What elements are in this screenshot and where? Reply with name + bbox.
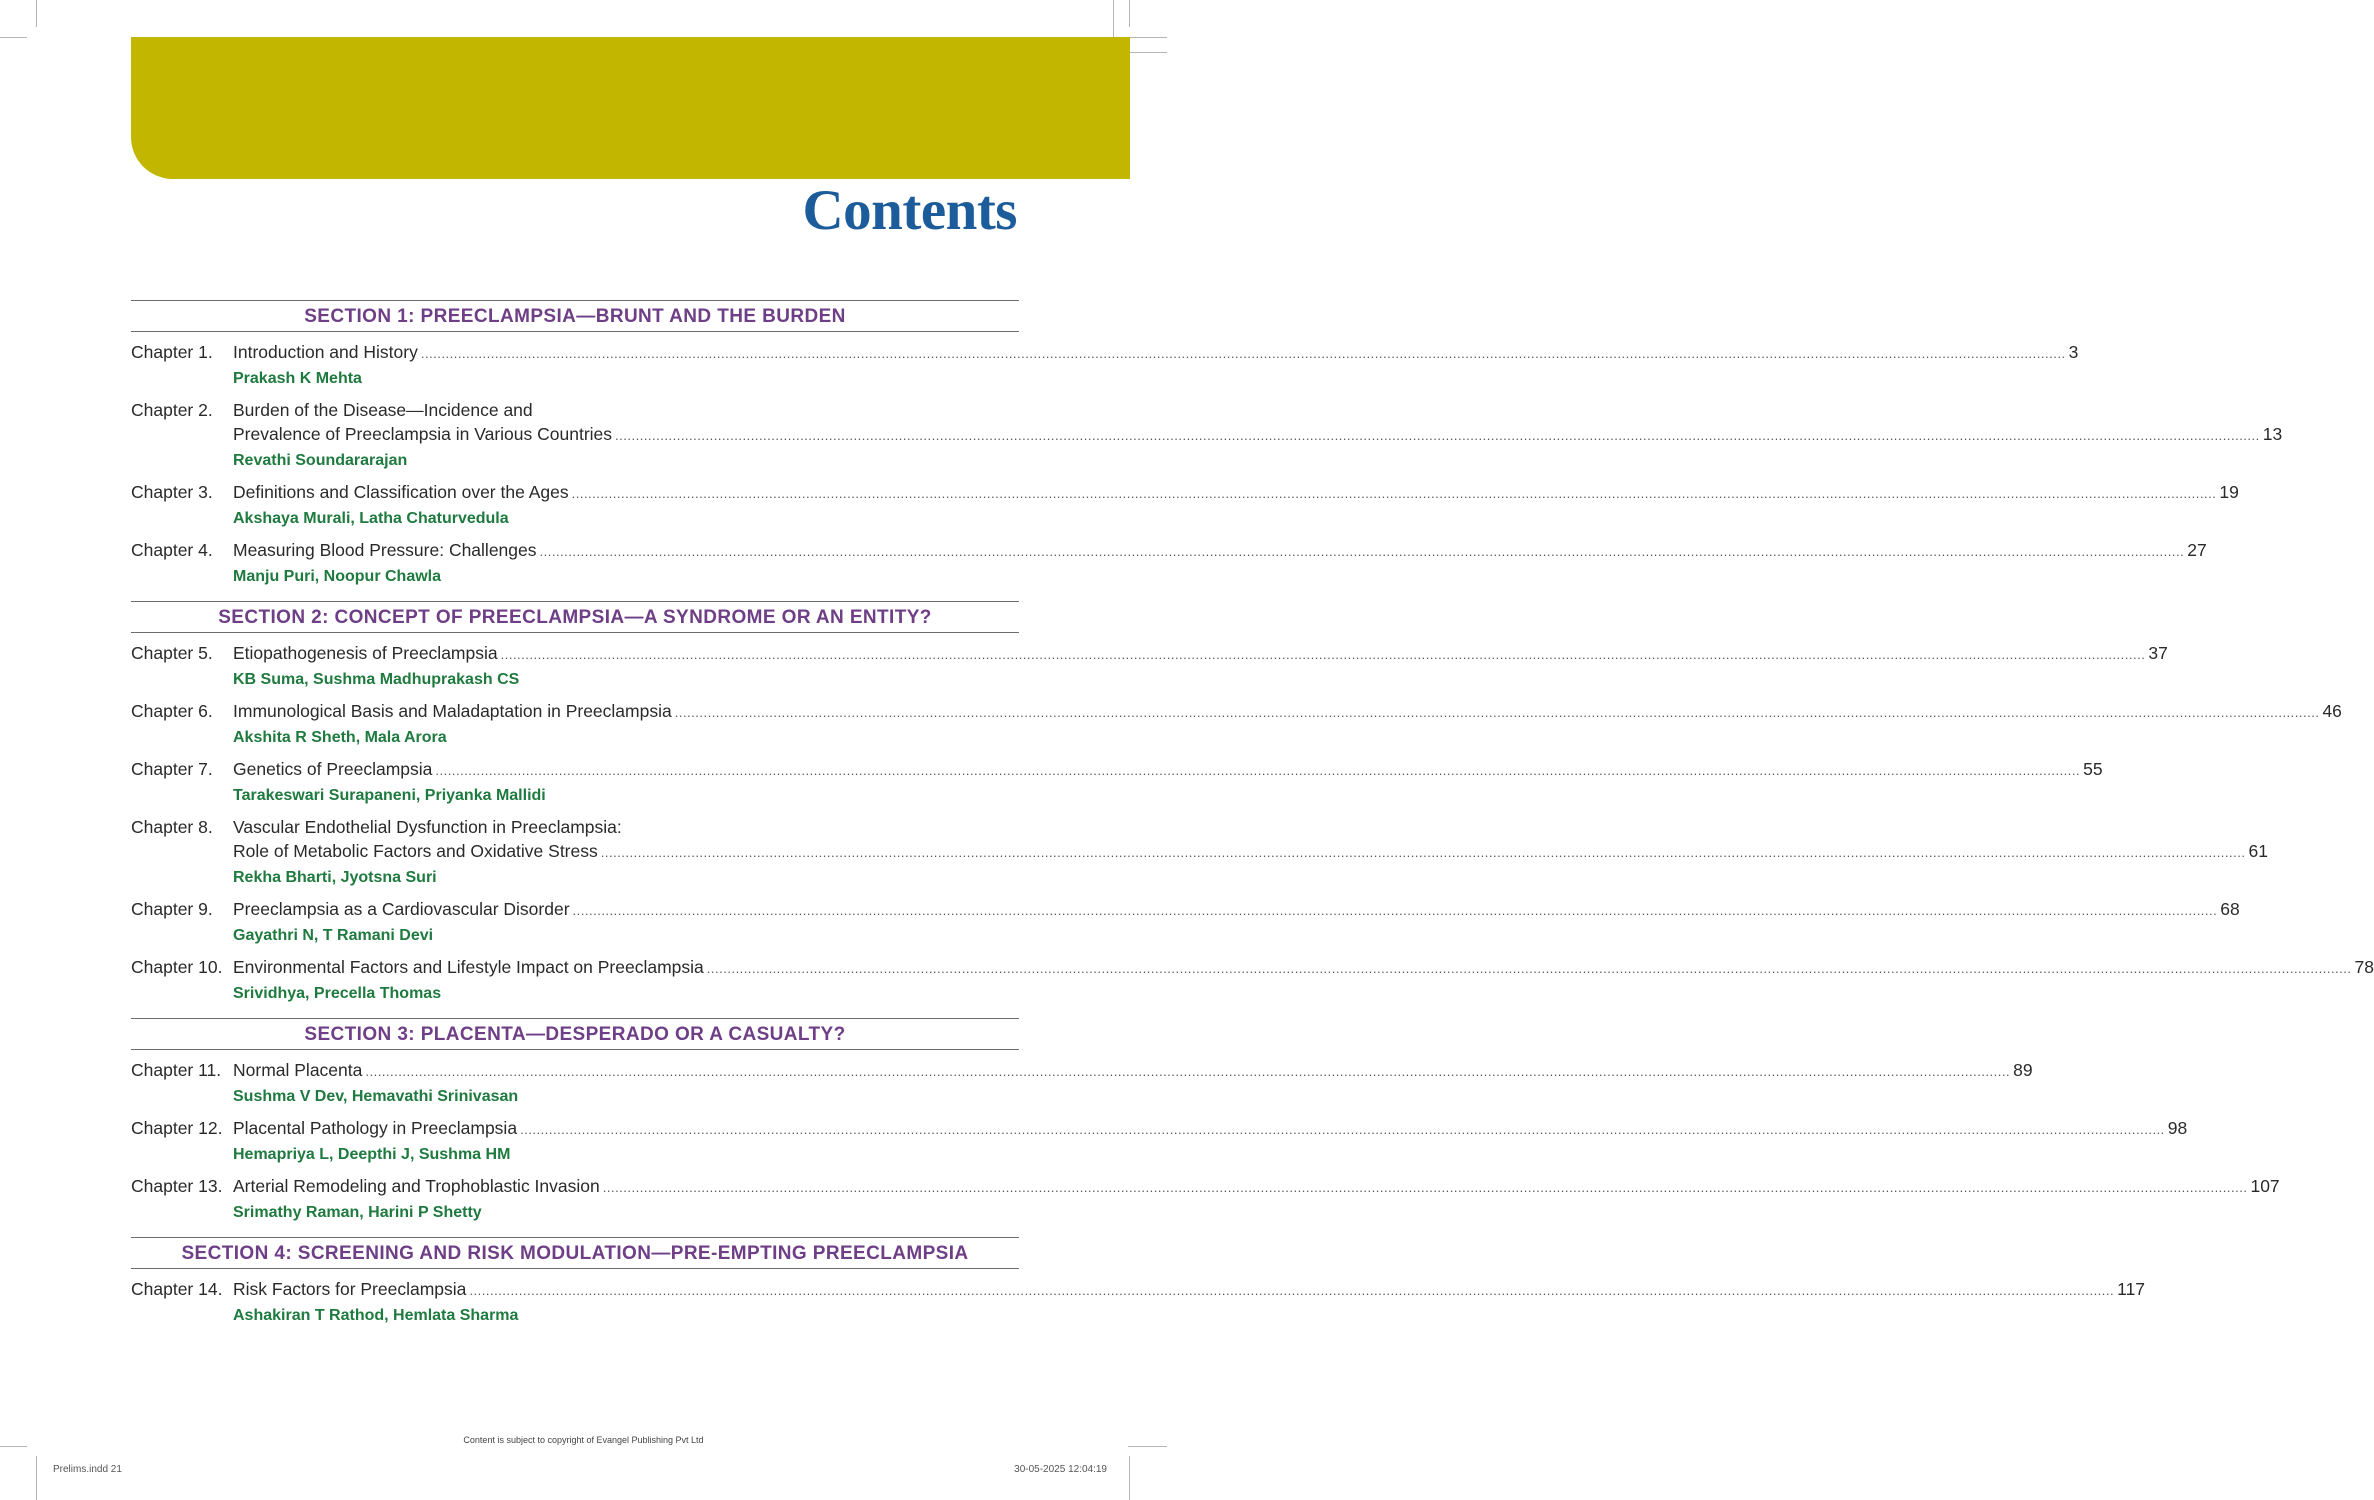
chapter-authors: Srimathy Raman, Harini P Shetty bbox=[233, 1204, 482, 1221]
chapter-title: Normal Placenta bbox=[233, 1060, 363, 1080]
chapter-number: Chapter 14. bbox=[131, 1279, 223, 1299]
chapter-number: Chapter 9. bbox=[131, 899, 213, 919]
dot-leader: ................................................................................................................................................................................................................................................................................................................................................................................................................ bbox=[520, 1122, 2165, 1137]
dot-leader: ................................................................................................................................................................................................................................................................................................................................................................................................................ bbox=[469, 1283, 2115, 1298]
chapter-title: Risk Factors for Preeclampsia bbox=[233, 1279, 467, 1299]
chapter-authors: Akshaya Murali, Latha Chaturvedula bbox=[233, 510, 509, 527]
slug-timestamp: 30-05-2025 12:04:19 bbox=[1014, 1464, 1107, 1475]
page-number: 107 bbox=[2250, 1176, 2280, 1196]
crop-mark bbox=[0, 37, 27, 38]
dot-leader: ................................................................................................................................................................................................................................................................................................................................................................................................................ bbox=[365, 1064, 2011, 1079]
dot-leader: ................................................................................................................................................................................................................................................................................................................................................................................................................ bbox=[571, 486, 2217, 501]
page-number: 27 bbox=[2187, 540, 2207, 560]
chapter-authors: Tarakeswari Surapaneni, Priyanka Mallidi bbox=[233, 787, 546, 804]
chapter-number: Chapter 12. bbox=[131, 1118, 223, 1138]
page-number: 117 bbox=[2117, 1279, 2146, 1299]
chapter-title: Measuring Blood Pressure: Challenges bbox=[233, 540, 537, 560]
chapter-title: Immunological Basis and Maladaptation in Preeclampsia bbox=[233, 701, 672, 721]
chapter-title-line: Vascular Endothelial Dysfunction in Preeclampsia: bbox=[233, 817, 622, 837]
chapter-authors: Sushma V Dev, Hemavathi Srinivasan bbox=[233, 1088, 519, 1105]
chapter-authors: Srividhya, Precella Thomas bbox=[233, 985, 442, 1002]
page-number: 68 bbox=[2220, 899, 2240, 919]
page-number: 78 bbox=[2354, 957, 2374, 977]
chapter-number: Chapter 10. bbox=[131, 957, 223, 977]
dot-leader: ................................................................................................................................................................................................................................................................................................................................................................................................................ bbox=[500, 647, 2146, 662]
crop-mark bbox=[0, 1446, 27, 1447]
copyright-note: Content is subject to copyright of Evangel Publishing Pvt Ltd bbox=[463, 1435, 704, 1445]
chapter-title: Definitions and Classification over the Ages bbox=[233, 482, 569, 502]
chapter-title: Genetics of Preeclampsia bbox=[233, 759, 433, 779]
chapter-number: Chapter 8. bbox=[131, 817, 213, 837]
crop-mark bbox=[1113, 0, 1114, 40]
toc-section bbox=[131, 300, 2283, 589]
chapter-authors: Revathi Soundararajan bbox=[233, 452, 408, 469]
dot-leader: ................................................................................................................................................................................................................................................................................................................................................................................................................ bbox=[674, 705, 2320, 720]
chapter-title: Prevalence of Preeclampsia in Various Countries bbox=[233, 424, 613, 444]
dot-leader: ................................................................................................................................................................................................................................................................................................................................................................................................................ bbox=[615, 428, 2260, 443]
chapter-title: Etiopathogenesis of Preeclampsia bbox=[233, 643, 498, 663]
crop-mark bbox=[1128, 1446, 1167, 1447]
chapter-authors: Akshita R Sheth, Mala Arora bbox=[233, 729, 447, 746]
chapter-authors: Rekha Bharti, Jyotsna Suri bbox=[233, 869, 437, 886]
chapter-title: Preeclampsia as a Cardiovascular Disorder bbox=[233, 899, 570, 919]
crop-mark bbox=[1128, 37, 1167, 38]
page-number: 61 bbox=[2248, 841, 2268, 861]
toc-section bbox=[131, 1237, 2146, 1328]
dot-leader: ................................................................................................................................................................................................................................................................................................................................................................................................................ bbox=[539, 544, 2185, 559]
chapter-number: Chapter 3. bbox=[131, 482, 213, 502]
toc-entry[interactable] bbox=[131, 1174, 2280, 1225]
toc-entry[interactable] bbox=[131, 480, 2239, 531]
chapter-authors: Hemapriya L, Deepthi J, Sushma HM bbox=[233, 1146, 511, 1163]
chapter-authors: Ashakiran T Rathod, Hemlata Sharma bbox=[233, 1307, 519, 1324]
toc-entry[interactable] bbox=[131, 955, 2374, 1006]
page-number: 98 bbox=[2167, 1118, 2188, 1138]
table-of-contents bbox=[131, 300, 2374, 1340]
chapter-number: Chapter 5. bbox=[131, 643, 213, 663]
toc-entry[interactable] bbox=[131, 340, 2079, 391]
chapter-authors: Manju Puri, Noopur Chawla bbox=[233, 568, 442, 585]
chapter-authors: Gayathri N, T Ramani Devi bbox=[233, 927, 434, 944]
section-heading: SECTION 4: SCREENING AND RISK MODULATION—PRE-EMPTING PREECLAMPSIA bbox=[131, 1237, 1019, 1269]
chapter-number: Chapter 1. bbox=[131, 342, 213, 362]
dot-leader: ................................................................................................................................................................................................................................................................................................................................................................................................................ bbox=[600, 845, 2246, 860]
toc-entry[interactable] bbox=[131, 641, 2168, 692]
dot-leader: ................................................................................................................................................................................................................................................................................................................................................................................................................ bbox=[420, 346, 2066, 361]
chapter-title: Role of Metabolic Factors and Oxidative Stress bbox=[233, 841, 598, 861]
chapter-title: Arterial Remodeling and Trophoblastic Invasion bbox=[233, 1176, 600, 1196]
chapter-title: Placental Pathology in Preeclampsia bbox=[233, 1118, 518, 1138]
page-number: 55 bbox=[2083, 759, 2103, 779]
crop-mark bbox=[1129, 0, 1130, 27]
page-number: 46 bbox=[2322, 701, 2342, 721]
page-number: 37 bbox=[2148, 643, 2168, 663]
section-heading: SECTION 1: PREECLAMPSIA—BRUNT AND THE BURDEN bbox=[131, 300, 1019, 332]
slug-file-info: Prelims.indd 21 bbox=[53, 1464, 122, 1475]
toc-section bbox=[131, 601, 2374, 1006]
toc-entry[interactable] bbox=[131, 538, 2207, 589]
page-number: 19 bbox=[2219, 482, 2239, 502]
toc-entry[interactable] bbox=[131, 897, 2240, 948]
toc-section bbox=[131, 1018, 2280, 1225]
chapter-number: Chapter 2. bbox=[131, 400, 213, 420]
section-heading: SECTION 3: PLACENTA—DESPERADO OR A CASUALTY? bbox=[131, 1018, 1019, 1050]
chapter-authors: Prakash K Mehta bbox=[233, 370, 362, 387]
toc-entry[interactable] bbox=[131, 699, 2342, 750]
chapter-title: Environmental Factors and Lifestyle Impact on Preeclampsia bbox=[233, 957, 704, 977]
page-title: Contents bbox=[802, 179, 1017, 242]
chapter-number: Chapter 7. bbox=[131, 759, 213, 779]
dot-leader: ................................................................................................................................................................................................................................................................................................................................................................................................................ bbox=[706, 961, 2352, 976]
crop-mark bbox=[36, 0, 37, 27]
toc-entry[interactable] bbox=[131, 398, 2283, 473]
crop-mark bbox=[36, 1456, 37, 1500]
page-number: 13 bbox=[2262, 424, 2283, 444]
section-heading: SECTION 2: CONCEPT OF PREECLAMPSIA—A SYNDROME OR AN ENTITY? bbox=[131, 601, 1019, 633]
dot-leader: ................................................................................................................................................................................................................................................................................................................................................................................................................ bbox=[435, 763, 2081, 778]
toc-entry[interactable] bbox=[131, 815, 2268, 890]
chapter-title: Introduction and History bbox=[233, 342, 418, 362]
page-number: 89 bbox=[2013, 1060, 2033, 1080]
page-number: 3 bbox=[2068, 342, 2079, 362]
toc-entry[interactable] bbox=[131, 1058, 2033, 1109]
chapter-number: Chapter 4. bbox=[131, 540, 213, 560]
toc-entry[interactable] bbox=[131, 1277, 2146, 1328]
toc-entry[interactable] bbox=[131, 757, 2103, 808]
crop-mark bbox=[1129, 1456, 1130, 1500]
chapter-number: Chapter 6. bbox=[131, 701, 213, 721]
chapter-title-line: Burden of the Disease—Incidence and bbox=[233, 400, 533, 420]
header-banner bbox=[131, 37, 1130, 179]
crop-mark bbox=[1128, 52, 1167, 53]
toc-entry[interactable] bbox=[131, 1116, 2188, 1167]
dot-leader: ................................................................................................................................................................................................................................................................................................................................................................................................................ bbox=[602, 1180, 2248, 1195]
dot-leader: ................................................................................................................................................................................................................................................................................................................................................................................................................ bbox=[572, 903, 2218, 918]
chapter-number: Chapter 11. bbox=[131, 1060, 222, 1080]
chapter-number: Chapter 13. bbox=[131, 1176, 223, 1196]
chapter-authors: KB Suma, Sushma Madhuprakash CS bbox=[233, 671, 520, 688]
